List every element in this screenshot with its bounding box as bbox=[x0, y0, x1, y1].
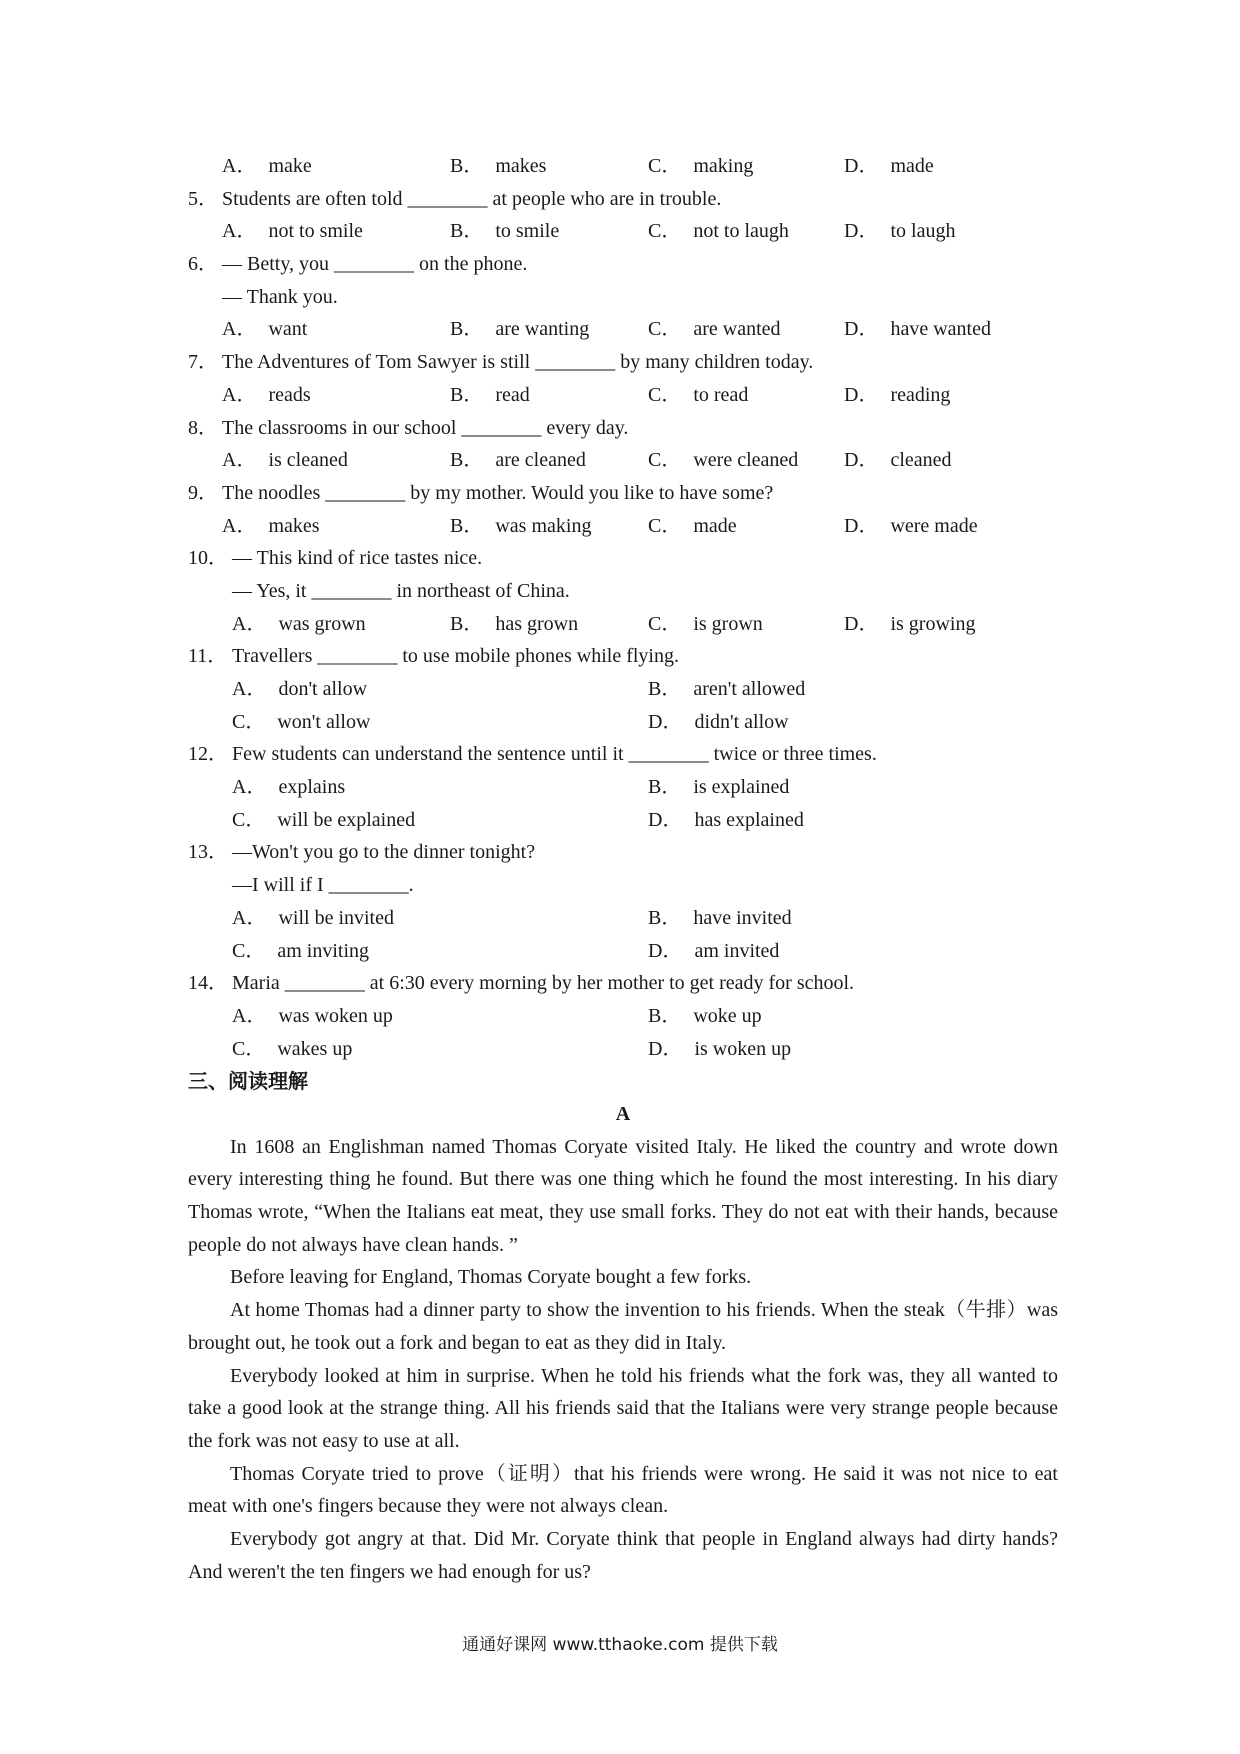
option-b: B． makes bbox=[450, 155, 547, 177]
question-9 bbox=[188, 477, 1058, 510]
section-title: 三、阅读理解 bbox=[188, 1069, 308, 1094]
question-stem: Travellers ________ to use mobile phones while flying. bbox=[232, 645, 679, 668]
q9-options bbox=[188, 510, 1058, 543]
passage-paragraph: At home Thomas had a dinner party to show the invention to his friends. When the steak（牛排）was brought out, he took out a fork and began to eat as they did in Italy. bbox=[188, 1299, 1058, 1354]
question-number: 6． bbox=[188, 253, 218, 276]
option-a: A． was grown bbox=[232, 612, 366, 635]
passage-paragraph: Everybody looked at him in surprise. When he told his friends what the fork was, they all wanted to take a good look at the strange thing. All his friends said that the Italians were very strange people because the fork was not easy to use at all. bbox=[188, 1364, 1058, 1452]
option-a: A． reads bbox=[222, 383, 311, 406]
question-number: 8． bbox=[188, 416, 218, 439]
question-stem: Students are often told ________ at people who are in trouble. bbox=[222, 187, 722, 210]
option-d: D． is woken up bbox=[648, 1037, 792, 1060]
q4-options bbox=[188, 150, 1058, 183]
passage-paragraph: Before leaving for England, Thomas Coryate bought a few forks. bbox=[230, 1266, 752, 1289]
option-a: A． want bbox=[222, 318, 308, 341]
question-5 bbox=[188, 183, 1058, 216]
question-stem: —Won't you go to the dinner tonight? bbox=[232, 841, 536, 864]
option-d: D． made bbox=[844, 155, 934, 177]
question-number: 11． bbox=[188, 645, 228, 668]
q13-options-row-1 bbox=[188, 902, 1058, 935]
q11-options-row-2 bbox=[188, 706, 1058, 739]
option-d: D． have wanted bbox=[844, 318, 991, 341]
q14-options-row-2 bbox=[188, 1033, 1058, 1066]
option-b: B． was making bbox=[450, 514, 592, 537]
option-a: A． explains bbox=[232, 776, 346, 799]
question-number: 10． bbox=[188, 547, 228, 570]
option-c: C． were cleaned bbox=[648, 449, 799, 472]
q12-options-row-1 bbox=[188, 771, 1058, 804]
passage-paragraph: In 1608 an Englishman named Thomas Coryate visited Italy. He liked the country and wrote down every interesting thing he found. But there was one thing which he found the most interesting. In his diary Thomas wrote, “When the Italians eat meat, they use small forks. They do not eat with their hands, because people do not always have clean hands. ” bbox=[188, 1135, 1058, 1256]
option-c: C． made bbox=[648, 514, 737, 537]
passage-paragraph: Thomas Coryate tried to prove（证明）that his friends were wrong. He said it was not nice to eat meat with one's fingers because they were not always clean. bbox=[188, 1462, 1058, 1518]
option-d: D． to laugh bbox=[844, 220, 956, 243]
option-c: C． are wanted bbox=[648, 318, 781, 341]
option-d: D． am invited bbox=[648, 939, 780, 962]
question-8 bbox=[188, 412, 1058, 445]
q13-options-row-2 bbox=[188, 935, 1058, 968]
q11-options-row-1 bbox=[188, 673, 1058, 706]
option-a: A． don't allow bbox=[232, 678, 368, 700]
question-number: 12． bbox=[188, 743, 228, 766]
question-stem: The Adventures of Tom Sawyer is still ________ by many children today. bbox=[222, 351, 814, 374]
question-number: 14． bbox=[188, 972, 228, 995]
option-d: D． didn't allow bbox=[648, 710, 789, 733]
option-c: C． making bbox=[648, 155, 754, 177]
question-number: 9． bbox=[188, 481, 218, 504]
q8-options bbox=[188, 444, 1058, 477]
passage-title: A bbox=[615, 1102, 631, 1125]
q7-options bbox=[188, 379, 1058, 412]
option-a: A． will be invited bbox=[232, 906, 394, 929]
question-13-line-2 bbox=[188, 869, 1058, 902]
option-b: B． woke up bbox=[648, 1004, 762, 1027]
option-c: C． will be explained bbox=[232, 808, 416, 831]
option-b: B． aren't allowed bbox=[648, 678, 806, 700]
question-stem: The noodles ________ by my mother. Would you like to have some? bbox=[222, 481, 774, 504]
question-14 bbox=[188, 967, 1058, 1000]
option-b: B． has grown bbox=[450, 612, 579, 635]
option-c: C． wakes up bbox=[232, 1037, 353, 1060]
option-a: A． was woken up bbox=[232, 1004, 393, 1027]
q6-options bbox=[188, 313, 1058, 346]
worksheet-page bbox=[188, 150, 1058, 1588]
option-b: B． is explained bbox=[648, 776, 790, 799]
option-b: B． are cleaned bbox=[450, 449, 586, 472]
option-c: C． am inviting bbox=[232, 939, 370, 962]
question-13 bbox=[188, 836, 1058, 869]
option-d: D． reading bbox=[844, 383, 951, 406]
q10-options bbox=[188, 608, 1058, 641]
question-stem: — This kind of rice tastes nice. bbox=[232, 547, 483, 570]
option-a: A． make bbox=[222, 155, 312, 177]
question-10 bbox=[188, 542, 1058, 575]
option-c: C． not to laugh bbox=[648, 220, 789, 243]
question-11 bbox=[188, 640, 1058, 673]
question-6 bbox=[188, 248, 1058, 281]
question-stem: — Yes, it ________ in northeast of China. bbox=[232, 579, 570, 602]
question-number: 13． bbox=[188, 841, 228, 864]
option-a: A． makes bbox=[222, 514, 320, 537]
option-d: D． cleaned bbox=[844, 449, 952, 472]
question-number: 7． bbox=[188, 351, 218, 374]
option-b: B． read bbox=[450, 383, 530, 406]
q5-options bbox=[188, 215, 1058, 248]
option-c: C． to read bbox=[648, 383, 749, 406]
question-number: 5． bbox=[188, 187, 218, 210]
page-footer: 通通好课网 www.tthaoke.com 提供下载 bbox=[462, 1635, 778, 1655]
option-b: B． to smile bbox=[450, 220, 560, 243]
option-c: C． won't allow bbox=[232, 710, 371, 733]
question-6-line-2 bbox=[188, 281, 1058, 314]
option-a: A． not to smile bbox=[222, 220, 363, 243]
option-d: D． were made bbox=[844, 514, 978, 537]
question-stem: —I will if I ________. bbox=[232, 874, 414, 897]
q14-options-row-1 bbox=[188, 1000, 1058, 1033]
question-12 bbox=[188, 738, 1058, 771]
option-b: B． are wanting bbox=[450, 318, 590, 341]
option-d: D． has explained bbox=[648, 808, 804, 831]
q12-options-row-2 bbox=[188, 804, 1058, 837]
question-7 bbox=[188, 346, 1058, 379]
option-b: B． have invited bbox=[648, 906, 792, 929]
question-stem: The classrooms in our school ________ every day. bbox=[222, 416, 629, 439]
question-stem: Maria ________ at 6:30 every morning by her mother to get ready for school. bbox=[232, 972, 855, 995]
question-10-line-2 bbox=[188, 575, 1058, 608]
question-stem: — Thank you. bbox=[222, 285, 338, 308]
option-c: C． is grown bbox=[648, 612, 763, 635]
question-stem: Few students can understand the sentence until it ________ twice or three times. bbox=[232, 743, 877, 766]
passage-paragraph: Everybody got angry at that. Did Mr. Coryate think that people in England always had dirty hands? And weren't the ten fingers we had enough for us? bbox=[188, 1528, 1058, 1583]
option-d: D． is growing bbox=[844, 612, 976, 635]
option-a: A． is cleaned bbox=[222, 449, 348, 472]
question-stem: — Betty, you ________ on the phone. bbox=[222, 253, 528, 276]
